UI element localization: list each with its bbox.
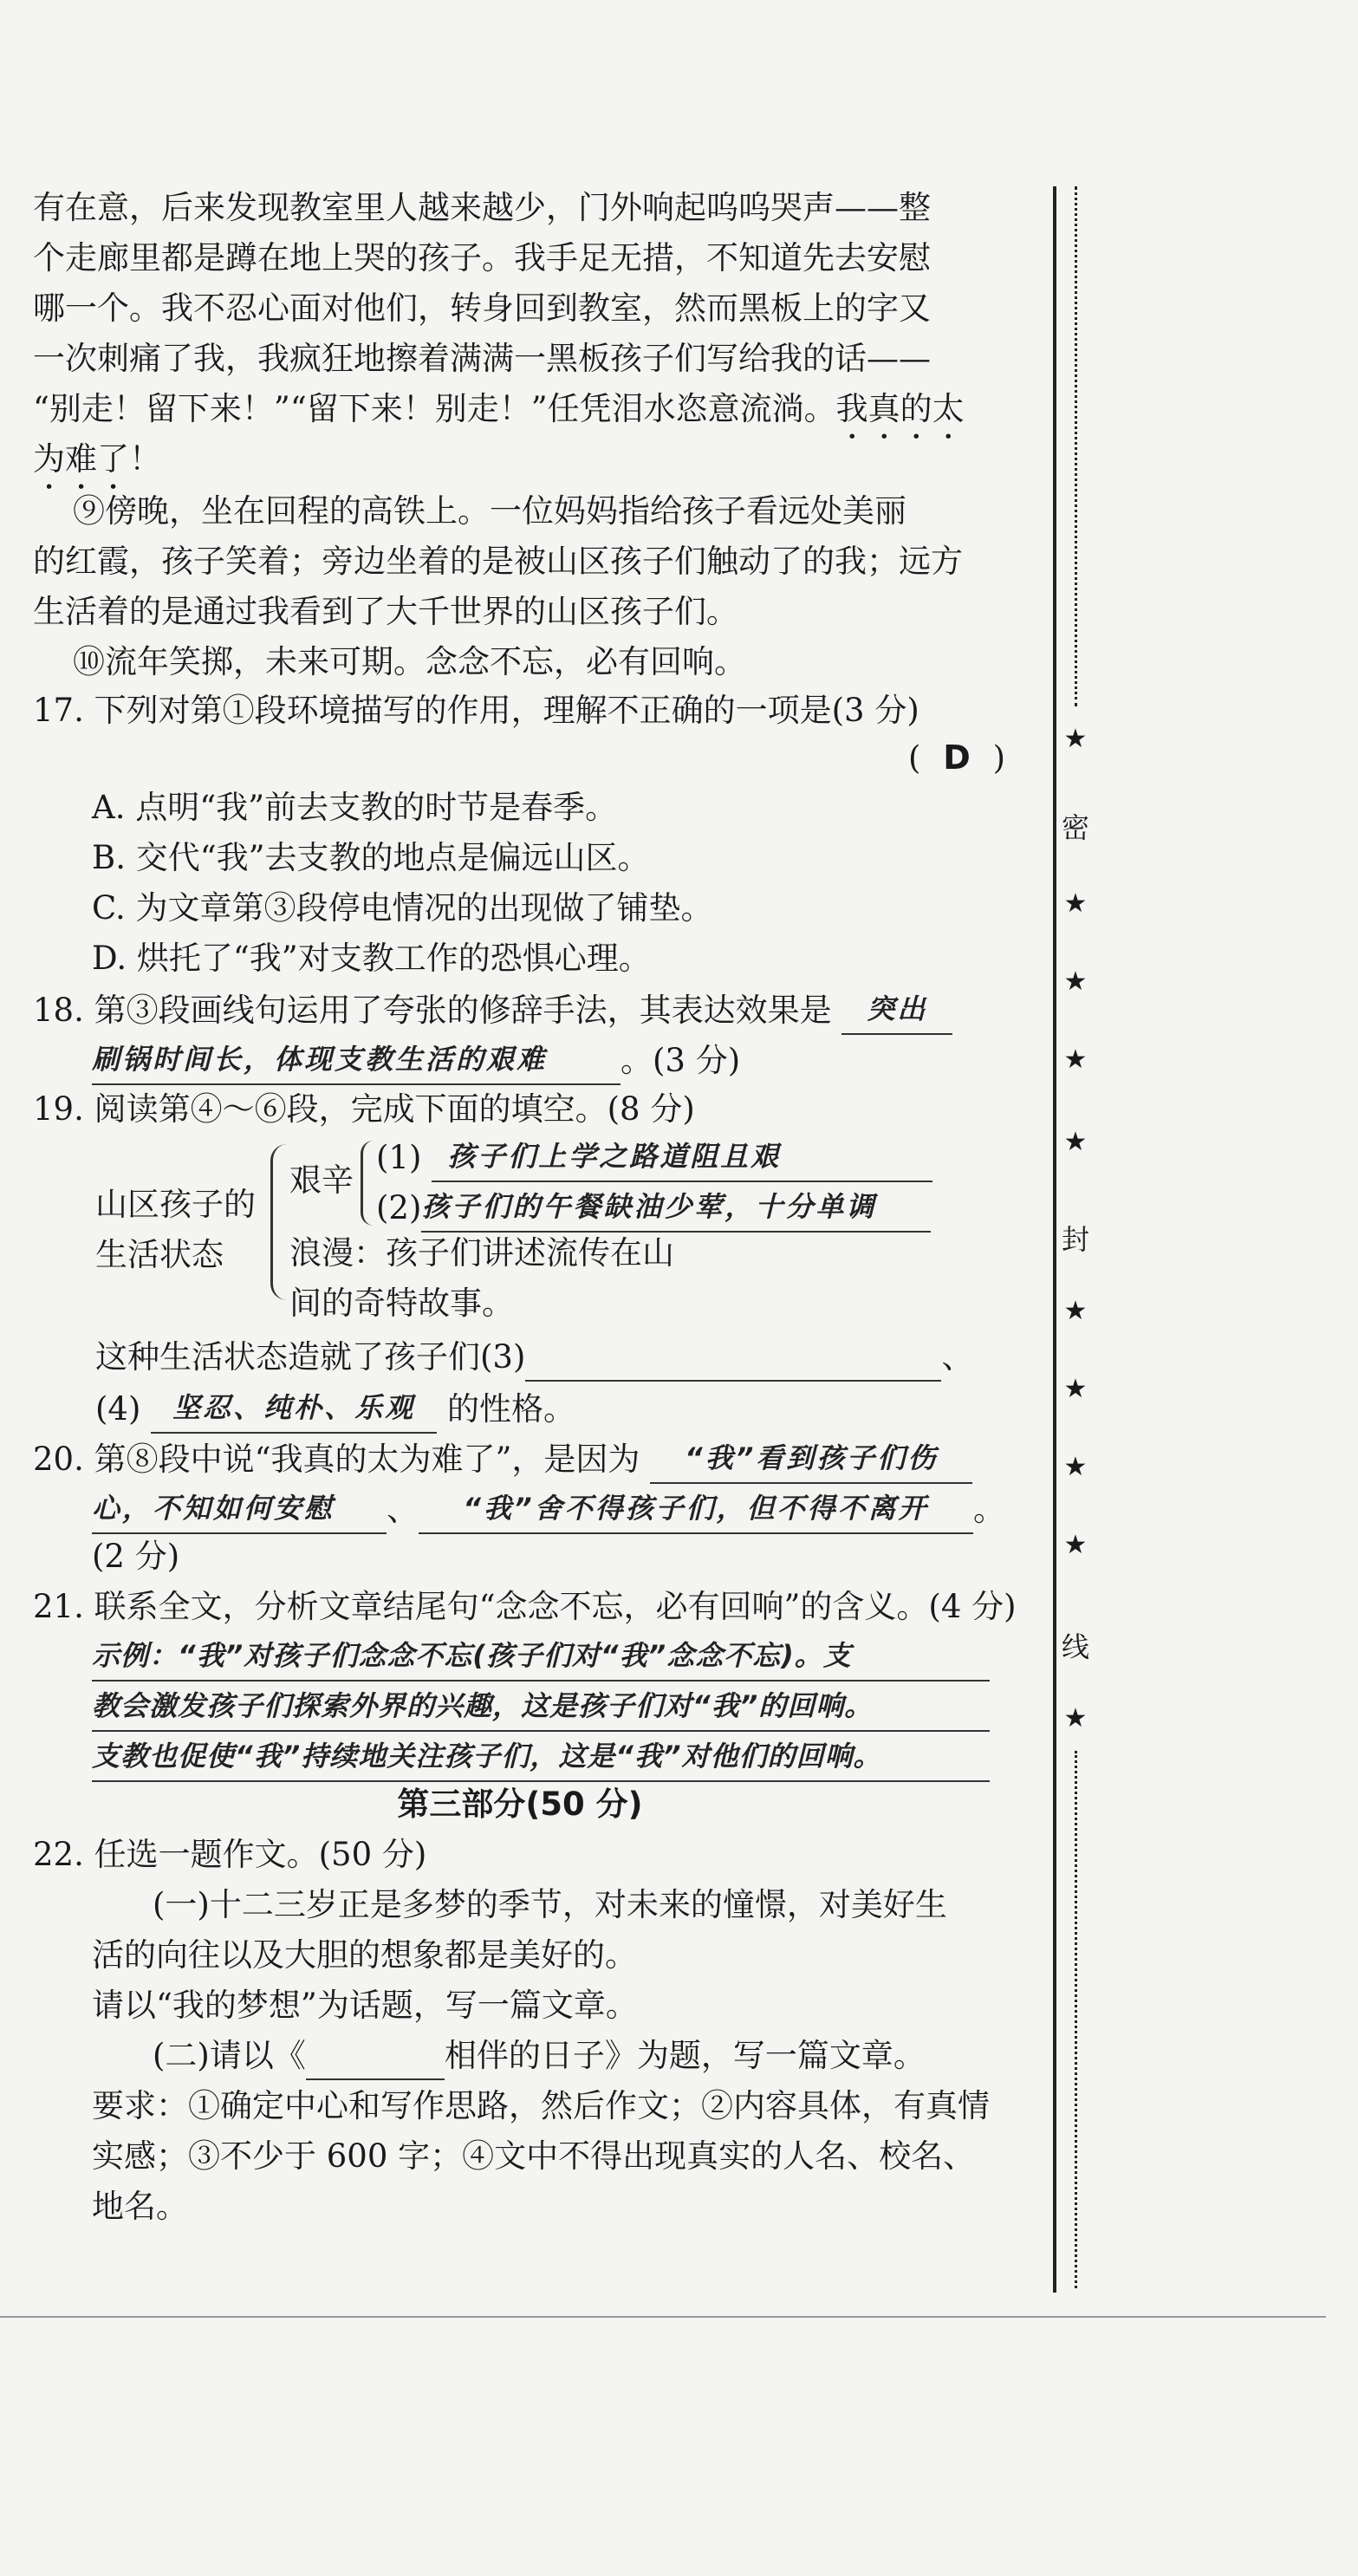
q19-item-1 — [376, 1132, 1347, 1182]
q17-paren-open: ( — [908, 739, 921, 777]
margin-star-icon: ★ — [1063, 1127, 1088, 1157]
q17-paren-close: ) — [992, 739, 1005, 777]
q19-num-1: (1) — [376, 1139, 422, 1176]
q20-score: (2 分) — [92, 1538, 180, 1575]
q18-line-2 — [92, 1035, 1062, 1085]
q17-option-a: A. 点明“我”前去支教的时节是春季。 — [92, 789, 618, 826]
topic1-line-3: 请以“我的梦想”为话题，写一篇文章。 — [92, 1987, 638, 2024]
q19-cont: 这种生活状态造就了孩子们(3) — [95, 1338, 526, 1376]
q20-line-1 — [33, 1434, 1004, 1484]
q18-stem: 18. 第③段画线句运用了夸张的修辞手法，其表达效果是 — [33, 992, 832, 1029]
topic1-line-1: (一)十二三岁正是多梦的季节，对未来的憧憬，对美好生 — [153, 1886, 947, 1923]
passage-line-3: 哪一个。我不忍心面对他们，转身回到教室，然而黑板上的字又 — [33, 289, 931, 327]
passage-line-5-text: “别走！留下来！”“留下来！别走！”任凭泪水恣意流淌。 — [33, 390, 836, 427]
margin-star-icon: ★ — [1063, 1374, 1088, 1404]
q17-answer: D — [943, 738, 971, 777]
q19-answer-1: 孩子们上学之路道阻且艰 — [432, 1132, 932, 1182]
binding-dotted-line-bottom — [1075, 1751, 1077, 2288]
emphasized-phrase: 我真的太 — [835, 390, 965, 427]
q19-comma: 、 — [941, 1338, 974, 1376]
requirements-line-1: 要求：①确定中心和写作思路，然后作文；②内容具体，有真情 — [92, 2087, 990, 2124]
requirements-line-3: 地名。 — [92, 2188, 188, 2225]
q19-item-2 — [376, 1182, 1347, 1233]
margin-star-icon: ★ — [1063, 1452, 1088, 1482]
q19-answer-2: 孩子们的午餐缺油少荤，十分单调 — [421, 1182, 931, 1233]
q21-answer-3: 支教也促使“我”持续地关注孩子们，这是“我”对他们的回响。 — [92, 1732, 990, 1782]
passage-line-6-punct: ！ — [129, 440, 161, 478]
paragraph-9-line-1: ⑨傍晚，坐在回程的高铁上。一位妈妈指给孩子看远处美丽 — [73, 492, 906, 530]
paragraph-9-line-3: 生活着的是通过我看到了大千世界的山区孩子们。 — [33, 593, 738, 630]
margin-star-icon: ★ — [1063, 1703, 1088, 1734]
q19-num-4: (4) — [95, 1390, 141, 1428]
q19-big-brace — [270, 1144, 287, 1300]
requirements-line-2: 实感；③不少于 600 字；④文中不得出现真实的人名、校名、 — [92, 2137, 976, 2175]
margin-star-icon: ★ — [1063, 724, 1088, 754]
margin-char-xian: 线 — [1061, 1630, 1089, 1663]
q17-answer-box — [884, 733, 1005, 783]
q17-option-b: B. 交代“我”去支教的地点是偏远山区。 — [92, 839, 650, 876]
q20-line-2 — [92, 1484, 1062, 1534]
q19-num-2: (2) — [376, 1189, 422, 1226]
topic1-line-2: 活的向往以及大胆的想象都是美好的。 — [92, 1936, 637, 1974]
page-bottom-rule — [0, 2316, 1326, 2318]
topic2-title-blank[interactable] — [306, 2044, 445, 2080]
q19-label-line-2: 生活状态 — [95, 1236, 224, 1273]
margin-star-icon: ★ — [1063, 1530, 1088, 1560]
q19-answer-4: 坚忍、纯朴、乐观 — [151, 1383, 437, 1434]
q22-stem: 22. 任选一题作文。(50 分) — [33, 1836, 427, 1873]
passage-line-2: 个走廊里都是蹲在地上哭的孩子。我手足无措，不知道先去安慰 — [33, 239, 931, 276]
q21-stem: 21. 联系全文，分析文章结尾句“念念不忘，必有回响”的含义。(4 分) — [33, 1588, 1017, 1625]
paragraph-9-line-2: 的红霞，孩子笑着；旁边坐着的是被山区孩子们触动了的我；远方 — [33, 543, 963, 580]
q19-tail: 的性格。 — [446, 1390, 575, 1428]
topic2-part-a: (二)请以《 — [153, 2037, 306, 2074]
q19-romantic-1: 浪漫：孩子们讲述流传在山 — [289, 1234, 674, 1272]
q17-option-d: D. 烘托了“我”对支教工作的恐惧心理。 — [92, 940, 651, 977]
q20-answer-1: “我”看到孩子们伤 — [650, 1434, 972, 1484]
q20-stem: 20. 第⑧段中说“我真的太为难了”，是因为 — [33, 1441, 640, 1478]
passage-line-4: 一次刺痛了我，我疯狂地擦着满满一黑板孩子们写给我的话—— — [33, 340, 931, 377]
topic2-part-b: 相伴的日子》为题，写一篇文章。 — [444, 2037, 926, 2074]
q19-hard-label: 艰辛 — [289, 1161, 354, 1199]
paragraph-10: ⑩流年笑掷，未来可期。念念不忘，必有回响。 — [73, 643, 746, 680]
q19-line-4 — [95, 1383, 1066, 1434]
q19-line-3 — [95, 1333, 1066, 1382]
q19-small-brace — [361, 1141, 374, 1226]
q20-answer-3: “我”舍不得孩子们，但不得不离开 — [419, 1484, 973, 1534]
q18-tail: 。(3 分) — [621, 1042, 741, 1079]
margin-star-icon: ★ — [1063, 888, 1088, 919]
q17-option-c: C. 为文章第③段停电情况的出现做了铺垫。 — [92, 889, 713, 927]
q21-answer-line-3 — [92, 1732, 1062, 1782]
q20-end: 。 — [973, 1491, 1005, 1528]
emphasized-phrase-end: 为难了 — [33, 440, 129, 478]
q20-answer-2: 心，不知如何安慰 — [92, 1484, 387, 1534]
binding-dotted-line-top — [1075, 186, 1077, 706]
passage-line-1: 有在意，后来发现教室里人越来越少，门外响起呜呜哭声——整 — [33, 189, 931, 226]
margin-char-mi: 密 — [1061, 811, 1089, 844]
margin-star-icon: ★ — [1063, 1044, 1088, 1075]
q19-stem: 19. 阅读第④～⑥段，完成下面的填空。(8 分) — [33, 1090, 695, 1128]
q21-answer-1: 示例：“我”对孩子们念念不忘(孩子们对“我”念念不忘)。支 — [92, 1631, 990, 1682]
part3-title: 第三部分(50 分) — [397, 1786, 643, 1823]
q18-line-1 — [33, 985, 1004, 1035]
q19-romantic-2: 间的奇特故事。 — [289, 1285, 514, 1322]
q21-answer-line-1 — [92, 1631, 1062, 1682]
q20-sep: 、 — [387, 1491, 419, 1528]
q19-answer-3-blank[interactable] — [525, 1345, 941, 1382]
margin-star-icon: ★ — [1063, 1296, 1088, 1326]
margin-char-feng: 封 — [1061, 1223, 1089, 1256]
q19-label-line-1: 山区孩子的 — [95, 1186, 256, 1223]
q18-answer-blank-1: 突出 — [841, 985, 952, 1035]
margin-star-icon: ★ — [1063, 966, 1088, 997]
q21-answer-2: 教会激发孩子们探索外界的兴趣，这是孩子们对“我”的回响。 — [92, 1682, 990, 1732]
q18-answer-blank-2: 刷锅时间长，体现支教生活的艰难 — [92, 1035, 621, 1085]
topic2-line — [153, 2032, 1123, 2080]
q17-stem: 17. 下列对第①段环境描写的作用，理解不正确的一项是(3 分) — [33, 692, 919, 729]
q21-answer-line-2 — [92, 1682, 1062, 1732]
